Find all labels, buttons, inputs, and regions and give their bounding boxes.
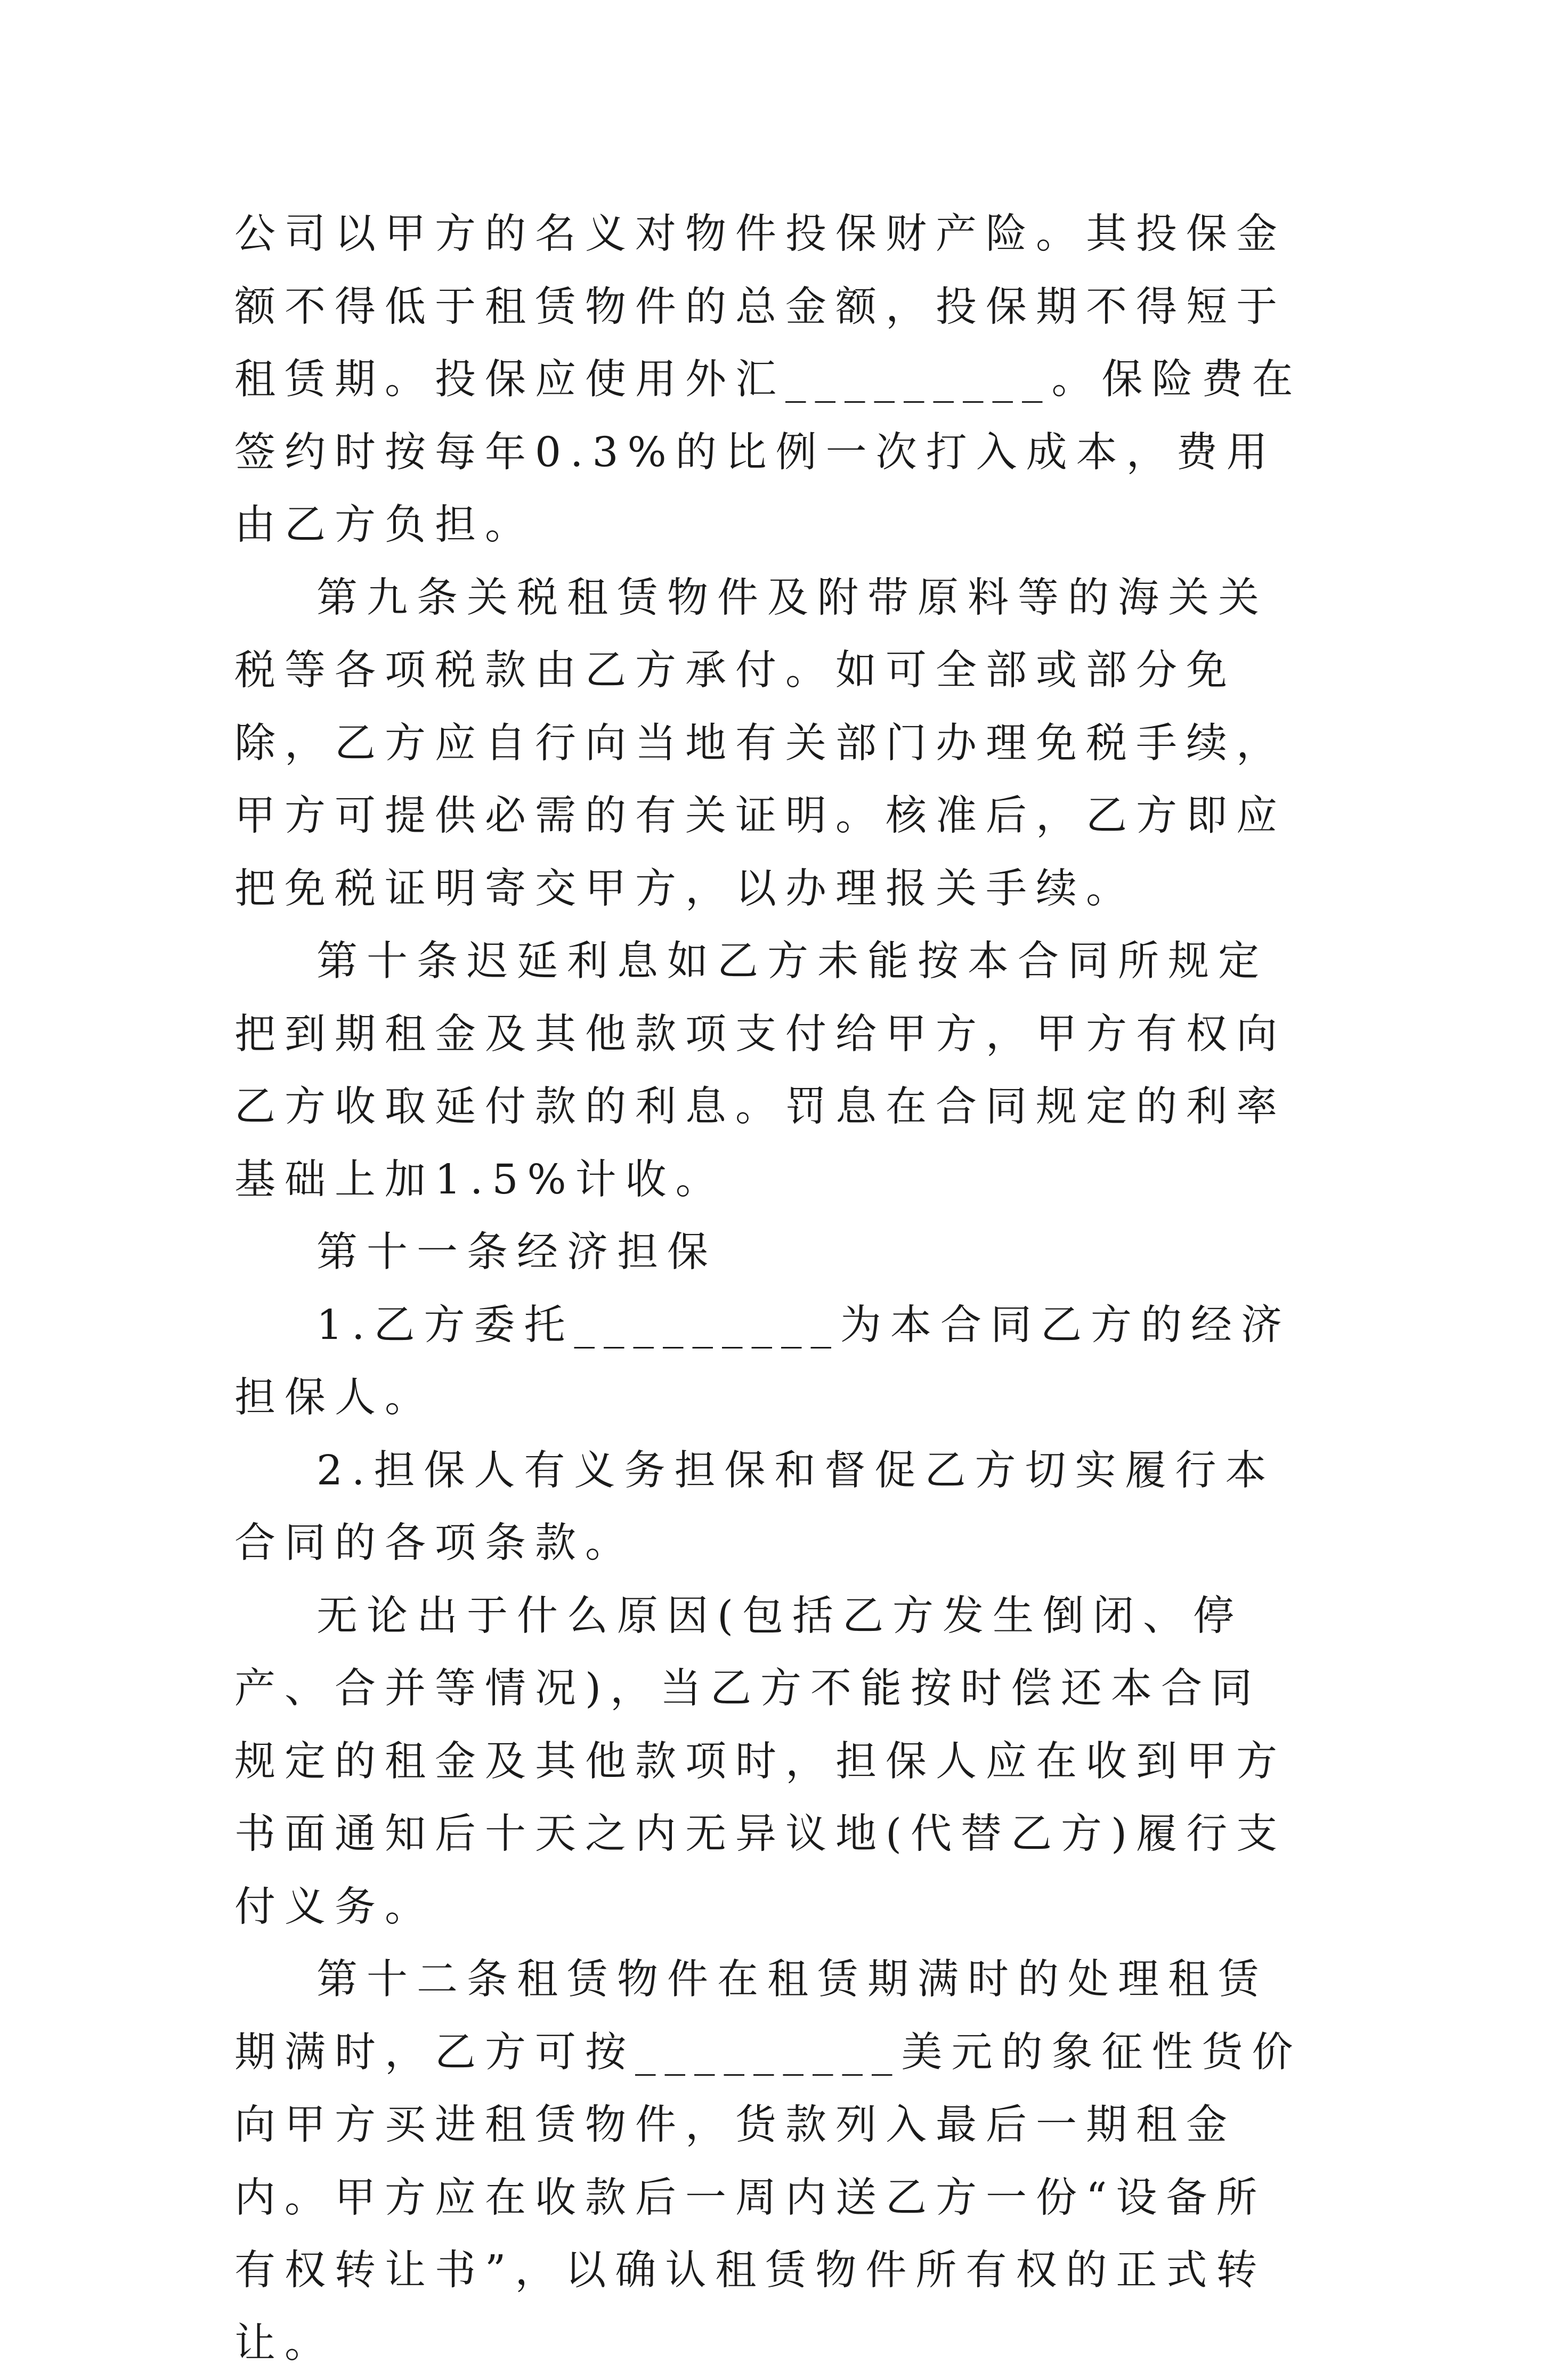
insurance-clause-continuation: 公司以甲方的名义对物件投保财产险。其投保金额不得低于租赁物件的总金额，投保期不得短于租赁期。投保应使用外汇_________。保险费在签约时按每年0.3%的比例一次打入成本，费用由乙方负担。 bbox=[234, 210, 1302, 549]
contract-body bbox=[234, 198, 1311, 2380]
article-11-item-1: 1.乙方委托_________为本合同乙方的经济担保人。 bbox=[234, 1301, 1291, 1421]
article-9-customs-duty: 第九条关税租赁物件及附带原料等的海关关税等各项税款由乙方承付。如可全部或部分免除，乙方应自行向当地有关部门办理免税手续，甲方可提供必需的有关证明。核准后，乙方即应把免税证明寄交甲方，以办理报关手续。 bbox=[234, 574, 1286, 913]
article-11-guarantee-obligation: 无论出于什么原因(包括乙方发生倒闭、停产、合并等情况)，当乙方不能按时偿还本合同规定的租金及其他款项时，担保人应在收到甲方书面通知后十天之内无异议地(代替乙方)履行支付义务。 bbox=[234, 1592, 1287, 1931]
article-11-item-2: 2.担保人有义务担保和督促乙方切实履行本合同的各项条款。 bbox=[234, 1447, 1276, 1567]
article-11-heading: 第十一条经济担保 bbox=[316, 1229, 717, 1276]
article-10-late-interest: 第十条迟延利息如乙方未能按本合同所规定把到期租金及其他款项支付给甲方，甲方有权向乙方收取延付款的利息。罚息在合同规定的利率基础上加1.5%计收。 bbox=[234, 938, 1286, 1204]
article-12-expiry-handling: 第十二条租赁物件在租赁期满时的处理租赁期满时，乙方可按_________美元的象征性货价向甲方买进租赁物件，货款列入最后一期租金内。甲方应在收款后一周内送乙方一份“设备所有权转让书”，以确认租赁物件所有权的正式转让。 bbox=[234, 1956, 1302, 2367]
